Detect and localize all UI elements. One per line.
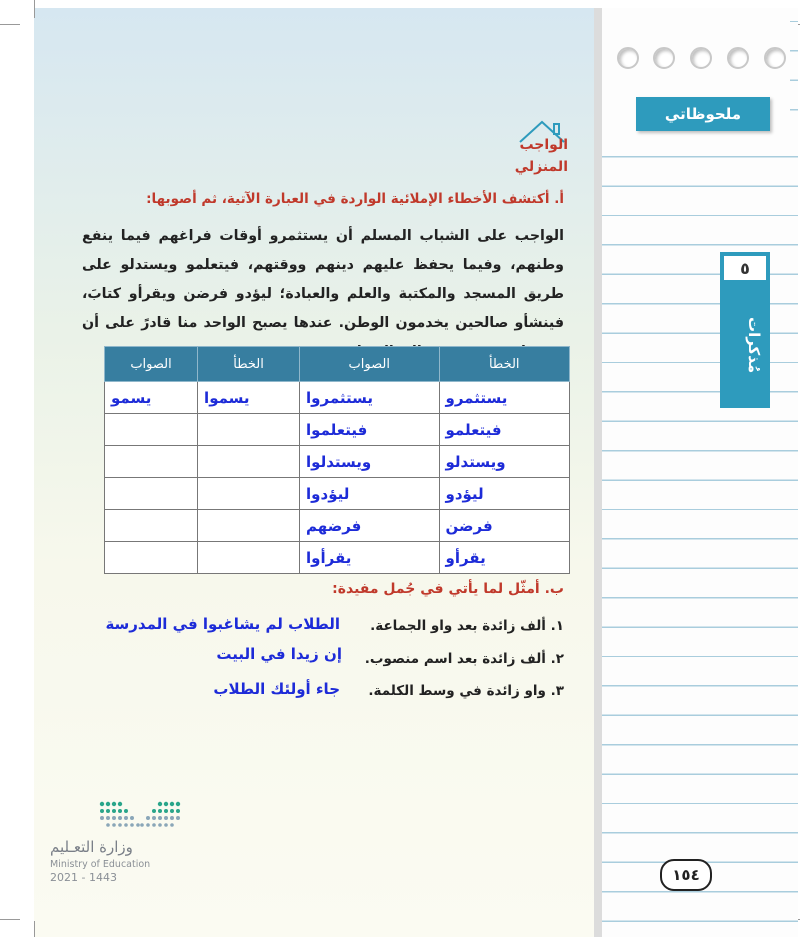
binder-hole-icon [727,47,749,69]
column-header: الخطأ [198,347,300,382]
table-cell [105,542,198,574]
column-header: الصواب [105,347,198,382]
table-cell: يسموا [198,382,300,414]
table-row [105,542,570,574]
table-header-row [105,347,570,382]
binder-hole-icon [653,47,675,69]
table-row [105,382,570,414]
question-b-item-answer: الطلاب لم يشاغبوا في المدرسة [105,615,340,633]
crop-mark [0,24,20,25]
edition-year: 2021 - 1443 [50,871,117,884]
question-b-item-label: ١. ألف زائدة بعد واو الجماعة. [370,618,564,634]
question-b-item-label: ٢. ألف زائدة بعد اسم منصوب. [364,651,564,667]
binder-hole-icon [690,47,712,69]
table-cell: فيتعلمو [439,414,570,446]
ministry-logo-icon [94,800,186,832]
table-row [105,478,570,510]
table-cell: يقرأو [439,542,570,574]
ministry-name-arabic: وزارة التعـليم [50,838,133,856]
table-cell [198,446,300,478]
column-header: الصواب [300,347,439,382]
table-row [105,414,570,446]
table-cell: يسمو [105,382,198,414]
table-cell: فيتعلموا [300,414,439,446]
homework-title-line1: الواجب [519,137,568,153]
table-cell [198,510,300,542]
question-b-item-label: ٣. واو زائدة في وسط الكلمة. [368,683,564,699]
unit-number: ٥ [722,254,768,282]
table-cell: ويستدلو [439,446,570,478]
table-cell: يستثمروا [300,382,439,414]
table-cell: فرضن [439,510,570,542]
table-cell [105,446,198,478]
notebook-lined-area [594,8,798,937]
page-number: ١٥٤ [660,859,712,891]
table-cell [105,478,198,510]
question-a-prompt: أ. أكتشف الأخطاء الإملائية الواردة في العبارة الآتية، ثم أصوبها: [146,191,564,207]
table-cell [198,414,300,446]
question-b-item-answer: جاء أولئك الطلاب [213,680,340,698]
table-cell: فرضهم [300,510,439,542]
table-cell: يقرأوا [300,542,439,574]
table-cell: ويستدلوا [300,446,439,478]
crop-mark [34,0,35,18]
homework-title-line2: المنزلي [514,159,568,175]
table-cell [105,414,198,446]
binder-hole-icon [764,47,786,69]
table-row [105,510,570,542]
column-header: الخطأ [439,347,570,382]
corrections-table [104,346,570,574]
table-cell [198,542,300,574]
table-row [105,446,570,478]
question-b-item-answer: إن زيدا في البيت [216,645,342,663]
table-cell [198,478,300,510]
ministry-name-english: Ministry of Education [50,859,151,870]
table-cell: ليؤدو [439,478,570,510]
unit-title: مُذكرات [745,316,763,374]
binder-hole-icon [617,47,639,69]
table-cell: ليؤدوا [300,478,439,510]
question-b-prompt: ب. أمثّل لما يأتي في جُمل مفيدة: [332,581,564,597]
homework-title [515,134,568,178]
table-cell [105,510,198,542]
crop-mark [34,921,35,937]
crop-mark [0,919,20,920]
question-a-passage: الواجب على الشباب المسلم أن يستثمرو أوقات فراغهم فيما ينفع وطنهم، وفيما يحفظ عليهم دينهم ووقتهم، فيتعلمو ويستدلو على طريق المسجد والمكتبة والعلم والعبادة؛ ليؤدو فرضن ويقرأو كتابَ، فينشأو صالحين يخدمون الوطن. عندها يصبح الواحد منا قادرً على أن [82,228,564,331]
table-cell: يستثمرو [439,382,570,414]
notes-label: ملحوظاتي [636,97,770,131]
